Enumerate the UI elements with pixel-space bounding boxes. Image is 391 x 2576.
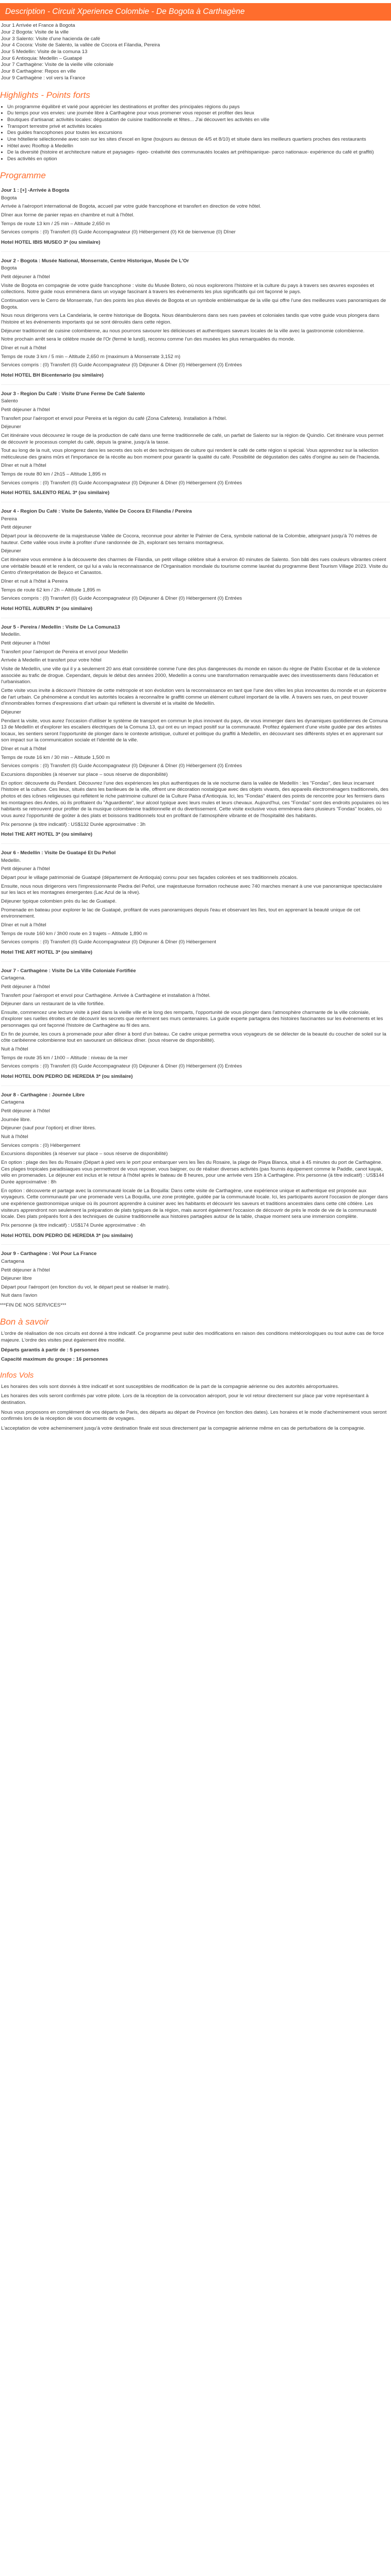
day-line: Visite de Medellín, une ville qui il y a seulement 20 ans était considérée comme l'une des plus dangereuses du monde en raison du règne de Pablo Escobar et de la violence associée au trafic de drogue. Cependant, depuis le début des années 2000, Medellín a connu une transformation remarquable avec des investissements dans l'éducation et l'urbanisation. [1,666,380,685]
day-line: Petit déjeuner à l'hôtel [1,406,50,413]
day-title: Jour 1 : [+] -Arrivée à Bogota [1,188,69,194]
divider [1,251,390,252]
day-title: Jour 6 - Medellin : Visite De Guatapé Et Du Peñol [1,850,116,856]
good-to-know-line: Capacité maximum du groupe : 16 personnes [1,1357,108,1363]
highlight-item: • Du temps pour vos envies: une journée libre à Carthagène pour vous promener vous reposer et profiter des lieux [7,110,391,117]
day-hotel: Hotel THE ART HOTEL 3* (ou similaire) [1,832,92,838]
end-services: ***FIN DE NOS SERVICES*** [0,1302,67,1309]
itinerary-line: Jour 8 Carthagène: Repos en ville [1,69,76,75]
day-title: Jour 7 - Carthagène : Visite De La Ville Coloniale Fortifiée [1,968,136,974]
day-line: Dîner aux forme de panier repas en chambre et nuit à l'hôtel. [1,212,135,218]
day-line: Transfert pour l'aéroport et envol pour Carthagène. Arrivée à Carthagène et installation à l'hôtel. [1,992,210,998]
day-line: Tout au long de la nuit, vous plongerez dans les secrets des sols et des techniques de culture qui rendent le café de cette région si spécial. Vous apprendrez sur la sélection méticuleuse des grains mûrs et l'importance de la récolte au bon moment pour garantir la qualité du café. Possibilité de dégustation des cafés d'origine au sein de l'hacienda. [1,448,381,460]
day-line: Déjeuner (sauf pour l'option) et dîner libres. [1,1125,96,1131]
good-to-know-line: L'ordre de réalisation de nos circuits est donné à titre indicatif. Ce programme peut subir des modifications en raison des conditions météorologiques ou tout autre cas de force majeure. L'ordre des visites peut également être modifié. [1,1331,384,1343]
day-line: Cette visite vous invite à découvrir l'histoire de cette métropole et son évolution vers la reconnaissance en tant que l'une des villes les plus innovantes du monde et un épicentre de l'art urbain. Ce phénomène a conduit les autorités locales à reconnaître le graffiti comme un élément culturel important de la ville. À travers ses rues, on peut trouver d'innombrables formes d'expressions d'art urbain qui reflètent la diversité et la vitalité de Medellín. [1,687,387,707]
day-line: Arrivée à l'aéroport international de Bogota, accueil par votre guide francophone et transfert en direction de votre hôtel. [1,204,262,210]
day-line: Temps de route 62 km / 2h – Altitude 1,895 m [1,587,101,593]
day-line: Dîner et nuit à l'hôtel [1,746,46,752]
day-line: Temps de route 13 km / 25 min – Altitude 2,650 m [1,221,110,227]
day-block [1,624,390,838]
highlight-item: • Transport terrestre privé et activités locales [7,124,391,130]
day-line: Prix personne (à titre indicatif) : US$174 Durée approximative : 4h [1,1222,145,1228]
day-place: Cartagena [1,1099,24,1106]
day-block [1,850,390,956]
page-title: Description - Circuit Xperience Colombie - De Bogota à Carthagène [0,3,391,21]
good-to-know-title: Bon à savoir [0,1316,49,1327]
day-line: Petit déjeuner à l'hôtel [1,1108,50,1114]
day-line: Services compris : (0) Transfert (0) Guide Accompagnateur (0) Déjeuner & Dîner (0) Hébergement (0) Entrées [1,763,242,769]
day-line: En option : découverte et partage avec la communauté locale de La Boquilla: Dans cette visite de Carthagène, une expérience unique et authentique est proposée aux voyageurs. Cette communauté par une promenade vers La Boquilla, une zone protégée, guidée par la communauté locale. Ici, les participants auront l'occasion de plonger dans une expérience gastronomique unique où ils pourront apprendre à cuisiner avec les habitants et découvrir les saveurs et traditions ancestrales dans cette cité côtière. Les visiteurs apprendront non seulement la préparation de plats typiques de la région, mais auront également l'occasion de découvrir de près le mode de vie de la communauté locale. Des plats préparés font à des techniques de cuisine traditionnelle aux histoires partagées autour de la table, chaque moment sera une immersion complète. [1,1188,388,1220]
day-title: Jour 5 - Pereira / Medellin : Visite De La Comuna13 [1,624,120,630]
day-hotel: Hotel HOTEL DON PEDRO DE HEREDIA 3* (ou similaire) [1,1232,133,1239]
day-title: Jour 4 - Region Du Café : Visite De Salento, Vallée De Cocora Et Filandia / Pereira [1,509,192,515]
good-to-know-line: Départs garantis à partir de : 5 personnes [1,1347,99,1353]
itinerary-line: Jour 3 Salento: Visite d'une hacienda de café [1,36,101,42]
itinerary-summary [0,23,391,81]
highlight-item: • Un programme équilibré et varié pour apprécier les destinations et profiter des principales régions du pays [7,104,391,111]
day-line: Services compris : (0) Transfert (0) Guide Accompagnateur (0) Déjeuner & Dîner (0) Hébergement (0) Entrées [1,480,242,486]
day-line: Services compris : (0) Transfert (0) Guide Accompagnateur (0) Déjeuner & Dîner (0) Hébergement [1,939,216,945]
day-line: Petit déjeuner à l'hôtel [1,1267,50,1273]
day-title: Jour 3 - Region Du Café : Visite D'une Ferme De Café Salento [1,391,145,397]
day-line: Cet itinéraire vous découvrez le rouge de la production de café dans une ferme traditionnelle de café, un parfait de Salento sur la région de Quindío. Cet itinéraire vous permet de découvrir le processus complet du café, depuis la graine, jusqu'à la tasse. [1,432,384,445]
day-line: Cet itinéraire vous emmène à la découverte des charmes de Filandia, un petit village célèbre situé à environ 40 minutes de Salento. Son bâti des rues couleurs vibrantes créent une véritable beauté et le rendent, ce qui lui a valu la reconnaissance de l'Organisation mondiale du tourisme comme lauréat du programme Best Tourism Village 2023. Visite du Centro d'interprétation de Bejuco et Canastos. [1,557,388,576]
day-block [1,1251,390,1299]
good-to-know [0,1331,391,1363]
day-hotel: Hotel HOTEL SALENTO REAL 3* (ou similaire) [1,490,110,496]
day-line: Déjeuner [1,424,21,430]
day-line: Départ pour la découverte de la majestueuse Vallée de Cocora, reconnue pour abriter le Palmier de Cera, symbole national de la Colombie, atteignant jusqu'à 70 mètres de hauteur. Cette vallée vous invite à profiter d'une randonnée de 2h, explorant ses terrains montagneux. [1,533,378,546]
day-line: Nuit dans l'avion [1,1293,38,1299]
day-place: Cartagena. [1,975,26,981]
day-line: Nous nous dirigerons vers La Candelaria, le centre historique de Bogota. Nous déambulerons dans ses rues pavées et coloniales tandis que votre guide vous plongera dans l'histoire et les événements importants qui se sont déroulés dans cette région. [1,313,380,325]
divider [1,961,390,962]
highlight-item: • Des activités en option [7,156,391,163]
programme-days [0,188,391,1299]
day-line: Prix personne (à titre indicatif) : US$132 Durée approximative : 3h [1,821,145,827]
day-line: Excursions disponibles (à réserver sur place – sous réserve de disponibilité) [1,772,168,778]
day-title: Jour 8 - Carthagène : Journée Libre [1,1092,85,1098]
day-title: Jour 2 - Bogota : Musée National, Monserrate, Centre Historique, Musée De L'Or [1,258,189,264]
itinerary-line: Jour 7 Carthagène: Visite de la vieille ville coloniale [1,62,113,68]
day-place: Pereira [1,516,17,522]
info-line: L'acceptation de votre acheminement jusqu'à votre destination finale est sous directement par la compagnie aérienne même en cas de perturbations de la compagnie. [1,1425,366,1431]
day-line: Dîner et nuit à l'hôtel à Pereira [1,579,68,585]
day-line: Journée libre. [1,1116,31,1123]
day-line: Services compris : (0) Hébergement [1,1142,80,1148]
day-line: Transfert pour l'aéroport et envol pour Pereira et la région du café (Zona Cafetera). Installation à l'hôtel. [1,415,227,421]
day-line: Arrivée à Medellin et transfert pour votre hôtel [1,657,102,664]
day-line: Promenade en bateau pour explorer le lac de Guatapé, profitant de vues panoramiques depuis l'eau et observant les îles, tout en apprenant la beauté unique de cet environnement. [1,907,361,920]
day-line: Dîner et nuit à l'hôtel [1,922,46,928]
day-line: Petit déjeuner à l'hôtel [1,274,50,280]
itinerary-line: Jour 9 Carthagène : vol vers la France [1,75,86,81]
highlights-list [0,104,391,163]
day-line: Déjeuner dans un restaurant de la ville fortifiée. [1,1001,105,1007]
day-hotel: Hotel HOTEL AUBURN 3* (ou similaire) [1,605,92,612]
day-hotel: Hotel HOTEL DON PEDRO DE HEREDIA 3* (ou similaire) [1,1074,133,1080]
day-line: En option : plage des îles du Rosaire (Départ à pied vers le port pour embarquer vers les Îles du Rosaire, la plage de Playa Blanca, situé à 45 minutes du port de Carthagène. Ces plages tropicales paradisiaques vous permettront de vous reposer, vous baigner, ou de réaliser diverses activités (pas fournis équipement comme le Paddle, canot kayak, vélo en promenades. Le déjeuner est inclus et le retour à l'hôtel après le bateau de 8 heures, pour une arrivée vers 15h à Carthagène. Prix personne (à titre indicatif) : US$144 Durée approximative : 8h [1,1159,384,1185]
day-line: Petit déjeuner à l'hôtel [1,866,50,872]
info-line: Les horaires des vols seront confirmés par votre pilote. Lors de la réception de la convocation aéroport, pour le vol retour directement sur place par votre représentant à destination. [1,1393,369,1405]
highlight-item: • Hôtel avec Rooftop à Medellin [7,143,391,150]
day-line: Temps de route 3 km / 5 min – Altitude 2,650 m (maximum à Monserrate 3,152 m) [1,353,181,360]
highlights-title: Highlights - Points forts [0,90,90,100]
day-place: Medellin. [1,857,21,863]
day-line: Nuit à l'hôtel [1,1134,28,1140]
day-line: Notre prochain arrêt sera le célèbre musée de l'Or (fermé le lundi), reconnu comme l'un des musées les plus remarquables du monde. [1,336,295,343]
day-line: Transfert pour l'aéroport de Pereira et envol pour Medellin [1,649,128,655]
day-line: Temps de route 80 km / 2h15 – Altitude 1,895 m [1,471,106,478]
day-line: Visite de Bogota en compagnie de votre guide francophone : visite du Musée Botero, où nous explorerons l'histoire et la culture du pays à travers ses œuvres exposées et collections. Notre guide nous emmènera dans un voyage fascinant à travers les événements les plus significatifs qui ont façonné le pays. [1,282,374,295]
day-line: Services compris : (0) Transfert (0) Guide Accompagnateur (0) Hébergement (0) Kit de bienvenue (0) Dîner [1,229,236,235]
itinerary-line: Jour 4 Cocora: Visite de Salento, la vallée de Cocora et Filandia, Pereira [1,42,160,48]
day-hotel: Hotel THE ART HOTEL 3* (ou similaire) [1,949,92,955]
itinerary-line: Jour 1 Arrivée et France à Bogota [1,23,75,29]
day-line: En fin de journée, les cours à promenade pour aller dîner à bord d'un bateau. Ce cadre unique permettra vous voyageurs de se délecter de la beauté du coucher de soleil sur la côte caribéenne colombienne tout en savourant un délicieux dîner. (sous réserve de disponibilité). [1,1031,386,1044]
day-line: Services compris : (0) Transfert (0) Guide Accompagnateur (0) Déjeuner & Dîner (0) Hébergement (0) Entrées [1,1063,242,1070]
day-line: Services compris : (0) Transfert (0) Guide Accompagnateur (0) Déjeuner & Dîner (0) Hébergement (0) Entrées [1,362,242,368]
day-block [1,968,390,1080]
day-line: Départ pour l'aéroport (en fonction du vol, le départ peut se réaliser le matin). [1,1284,170,1290]
page [0,3,391,1443]
day-line: Dîner et nuit à l'hôtel [1,345,46,351]
day-line: Petit déjeuner à l'hôtel [1,640,50,646]
day-line: Petit déjeuner [1,524,32,531]
divider [1,843,390,844]
day-line: Pendant la visite, vous aurez l'occasion d'utiliser le système de transport en commun le plus innovant du pays, de vous immerger dans les dynamiques quotidiennes de Comuna 13 de Medellín et d'explorer les escaliers électriques de la Comuna 13, qui ont eu un impact positif sur la communauté. Profitez également d'une visite guidée par des artistes locaux, les sentiers seront l'opportunité de plonger dans le contexte artistique, culturel et politique du graffiti à Medellín, en découvrant ses différents styles et en apprenant sur son impact sur la communication sociale et l'identité de la ville. [1,718,388,743]
infos-title: Infos Vols [0,1370,34,1380]
day-block [1,188,390,246]
day-line: Déjeuner [1,709,21,715]
itinerary-line: Jour 5 Medellin: Visite de la comuna 13 [1,49,88,55]
day-line: Temps de route 160 km / 3h00 route en 3 trajets – Altitude 1,890 m [1,930,148,937]
day-hotel: Hotel HOTEL IBIS MUSEO 3* (ou similaire) [1,240,101,246]
highlight-item: • Une hôtellerie sélectionnée avec soin sur les sites d'excel en ligne (toujours au dessus de 4/5 et 8/10) et située dans les meilleurs quartiers proches des restaurants [7,137,391,143]
day-place: Medellin. [1,632,21,638]
day-line: Déjeuner libre [1,1276,32,1282]
day-line: Temps de route 35 km / 1h00 – Altitude : niveau de la mer [1,1055,128,1061]
divider [1,384,390,385]
day-line: Services compris : (0) Transfert (0) Guide Accompagnateur (0) Déjeuner & Dîner (0) Hébergement (0) Entrées [1,596,242,602]
day-line: Petit déjeuner à l'hôtel [1,984,50,990]
day-line: Excursions disponibles (à réserver sur place – sous réserve de disponibilité) [1,1151,168,1157]
infos-vols [0,1384,391,1432]
day-block [1,509,390,613]
highlight-item: • De la diversité (histoire et architecture nature et paysages- rigeo- créativité des communautés locales art préhispanique- parco nationaux- expérience du café et graffiti) [7,149,391,156]
day-line: Ensuite, commencez une lecture visite à pied dans la vieille ville et le long des remparts, l'opportunité de vous plonger dans l'atmosphère charmante de la ville coloniale, d'explorer ses ruelles étroites et de découvrir les secrets que renferment ses murs centenaires. La guide experte partagera des histoires fascinantes sur les événements et les personnages qui ont façonné l'histoire de Carthagène au fil des ans. [1,1009,383,1029]
info-line: Les horaires des vols sont donnés à titre indicatif et sont susceptibles de modification de la part de la compagnie aérienne ou des autorités aéroportuaires. [1,1383,339,1389]
day-place: Salento [1,398,18,404]
day-line: Déjeuner typique colombien près du lac de Guatapé. [1,898,117,904]
info-line: Nous vous proposons en complément de vos départs de Paris, des départs au départ de Province (en fonction des dates). Les horaires et le mode d'acheminement vous seront confirmés lors de la réception de vos documents de voyages. [1,1409,387,1422]
itinerary-line: Jour 2 Bogota: Visite de la ville [1,29,69,36]
highlight-item: • Des guides francophones pour toutes les excursions [7,130,391,137]
day-block [1,258,390,379]
day-line: Ensuite, nous nous dirigerons vers l'impressionnante Piedra del Peñol, une majestueuse formation rocheuse avec 740 marches menant à une vue panoramique spectaculaire sur les lacs et les montagnes émergentes (Lac Azul de la rêve). [1,883,382,896]
day-place: Bogota [1,265,17,272]
divider [1,1244,390,1245]
itinerary-line: Jour 6 Antioquia: Medellin – Guatapé [1,55,83,61]
day-line: En option: découverte du Pendant. Découvrez l'une des expériences les plus authentiques de la vie nocturne dans la vallée de Medellín : les "Fondas", des lieux incarnant l'histoire et la culture. Ces lieux, situés dans les banlieues de la ville, offrent une décoration nostalgique avec des objets vivants, des appareils électroménagers traditionnels, des photos et des icônes religieuses qui reflètent le riche patrimoine culturel de la Culture Paisa d'Antioquia. Ici, les "Fondas" étaient des points de rencontre pour les fermiers dans les montagnes des Andes, où ils profitaient du "Aguardiente", leur alcool typique avec leurs mules et leurs chevaux. Aujourd'hui, ces "Fondas" sont des endroits populaires où les habitants se retrouvent pour profiter de la musique colombienne traditionnelle et du divertissement. Cette visite exclusive vous emmènera dans plusieurs "Fondas" locales, où vous aurez l'opportunité de goûter à des plats et boissons traditionnels tout en profitant de l'atmosphère vibrante et de l'hospitalité des habitants. [1,780,389,819]
day-line: Nuit à l'hôtel [1,1046,28,1053]
day-line: Déjeuner [1,548,21,554]
day-place: Bogota [1,195,17,201]
day-line: Départ pour le village patrimonial de Guatapé (département de Antioquia) connu pour ses façades colorées et ses traditionnels zócalos. [1,874,298,880]
day-block [1,391,390,497]
day-title: Jour 9 - Carthagène : Vol Pour La France [1,1251,97,1257]
day-block [1,1092,390,1239]
programme-title: Programme [0,170,46,180]
day-hotel: Hotel HOTEL BH Bicentenario (ou similaire) [1,372,104,378]
day-place: Cartagena [1,1258,24,1264]
day-line: Déjeuner traditionnel de cuisine colombienne, au nous pourrons savourer les délicieuses et authentiques saveurs locales de la ville avec la gastronomie colombienne. [1,328,365,334]
day-line: Dîner et nuit à l'hôtel [1,463,46,469]
highlight-item: • Boutiques d'artisanat: activités locales: dégustation de cuisine traditionnelle et fêtes... J'ai découvert les activités en ville [7,117,391,124]
day-line: Temps de route 16 km / 30 min – Altitude 1,500 m [1,754,110,760]
day-line: Continuation vers le Cerro de Monserrate, l'un des points les plus élevés de Bogota et un symbole emblématique de la ville qui offre l'une des meilleures vues panoramiques de Bogota. [1,298,386,310]
